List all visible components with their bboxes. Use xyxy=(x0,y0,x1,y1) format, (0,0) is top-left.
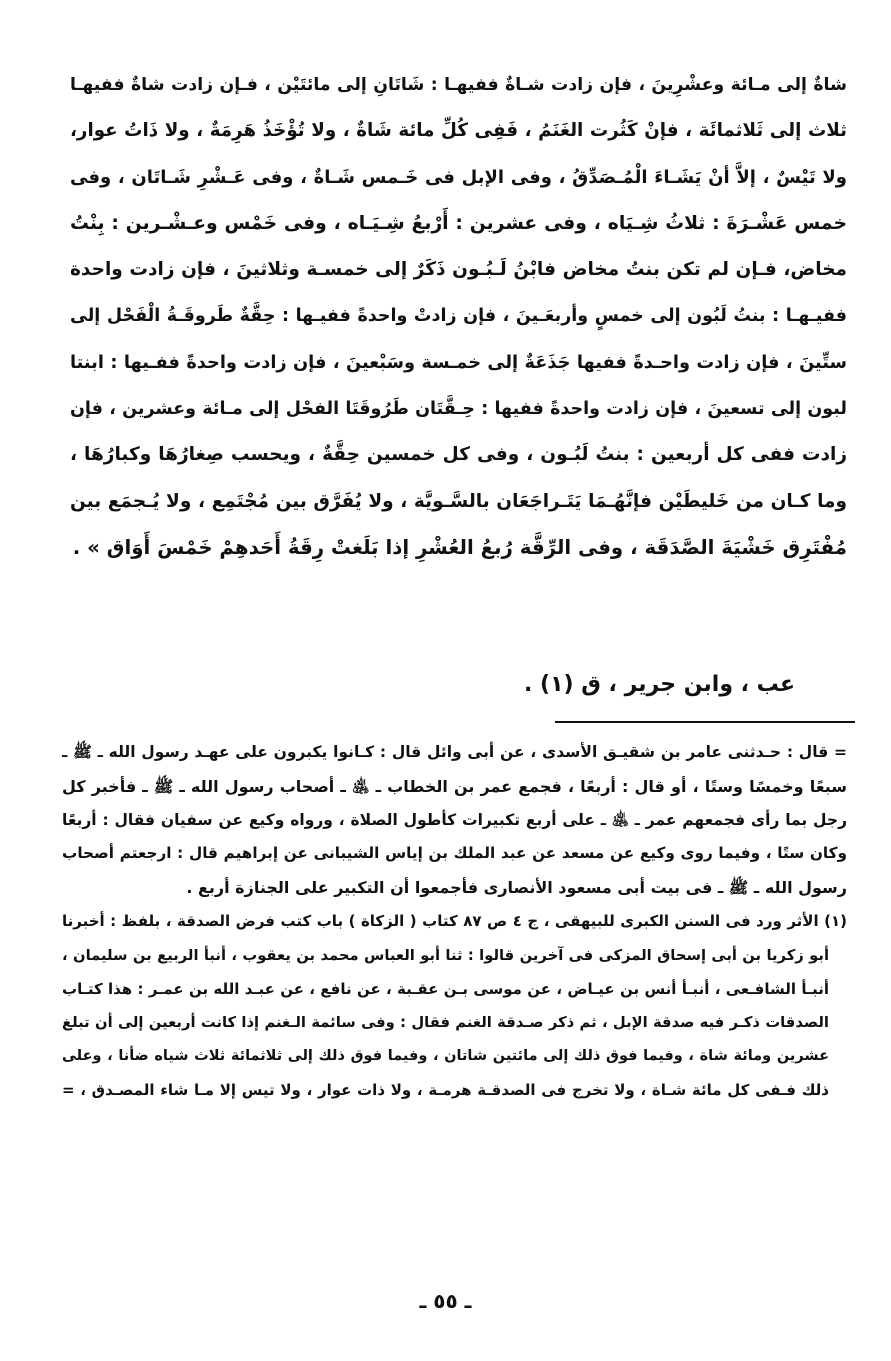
main-text-line: ولا تَيْسٌ ، إلاَّ أنْ يَشَـاءَ الْمُـصَدِّقُ ، وفى الإبل فى خَـمس شَـاةٌ ، وفى عَـشْرِ شَـاتَان ، وفى xyxy=(70,166,847,188)
main-text-line: زادت ففى كل أربعين : بنتُ لَبُـون ، وفى كل خمسين حِقَّةٌ ، ويحسب صِغارُهَا وكبارُهَا ، xyxy=(70,444,847,466)
footnote-continuation-line: = قال : حـدثنى عامر بن شقيـق الأسدى ، عن أبى وائل قال : كـانوا يكبرون على عهـد رسول الله ـ ﷺ ـ xyxy=(62,743,847,761)
main-text-block xyxy=(70,62,847,571)
footnote-1-line: ذلك فـفى كل مائة شـاة ، ولا تخرج فى الصدقـة هرمـة ، ولا ذات عوار ، ولا تيس إلا مـا شاء المصـدق ، = xyxy=(62,1080,829,1099)
footnotes-block xyxy=(62,736,847,1108)
source-attribution: عب ، وابن جرير ، ق (١) . xyxy=(524,672,795,697)
footnote-1-line: (١) الأثر ورد فى السنن الكبرى للبيهقى ، ج ٤ ص ٨٧ كتاب ( الزكاة ) باب كتب فرض الصدقة ، بلفظ : أخبرنا xyxy=(62,911,847,930)
main-text-line: وما كـان من خَليطَيْن فإنَّهُـمَا يَتَـراجَعَان بالسَّـويَّة ، ولا يُفَرَّق بين مُجْتَمِع ، ولا يُـجمَع بين xyxy=(70,490,847,512)
main-text-line: شاةٌ إلى مـائة وعشْرِينَ ، فإن زادت شـاةٌ ففيهـا : شَاتَانِ إلى مائتَيْن ، فـإن زادت شاةٌ ففيهـا xyxy=(70,75,847,95)
footnote-1-line: عشرين ومائة شاة ، وفيما فوق ذلك إلى مائتين شاتان ، وفيما فوق ذلك إلى ثلاثمائة ثلاث شياه ضأنا ، وعلى xyxy=(62,1048,829,1065)
footnote-1-line: أنبـأ الشافـعى ، أنبـأ أنس بن عيـاض ، عن موسى بـن عقـبة ، عن نافع ، عن عبـد الله بن عمـر : هذا كتـاب xyxy=(62,979,829,998)
footnote-1-line: الصدقات ذكـر فيه صدقة الإبل ، ثم ذكر صـدقة الغنم فقال : وفى سائمة الـغنم إذا كانت أربعين إلى أن تبلغ xyxy=(62,1014,829,1032)
main-text-line: ثلاث إلى ثَلاثمائَة ، فإنْ كَثُرت الغَنَمُ ، فَفِى كُلِّ مائة شَاةٌ ، ولا تُؤْخَذُ هَرِمَةٌ ، ولا ذَاتُ عوار، xyxy=(70,120,847,142)
footnote-continuation-line: رجل بما رأى فجمعهم عمر ـ ﵁ ـ على أربع تكبيرات كأطول الصلاة ، ورواه وكيع عن سفيان فقال : أربعًا xyxy=(62,810,847,829)
main-text-line: ستِّينَ ، فإن زادت واحـدةً ففيها جَذَعَةٌ إلى خمـسة وسَبْعينَ ، فإن زادت واحدةً ففـيها : ابنتا xyxy=(70,352,847,373)
main-text-line: ففيـهـا : بنتُ لَبُون إلى خمسٍ وأربعَـينَ ، فإن زادتْ واحدةً ففيـها : حِقَّةٌ طَروقَـةُ الْفَحْل إلى xyxy=(70,306,847,327)
page-number: ـ ٥٥ ـ xyxy=(419,1289,472,1313)
main-text-line: خمس عَشْـرَةَ : ثلاثُ شِـيَاه ، وفى عشرين : أَرْبعُ شِـيَـاه ، وفى خَمْس وعـشْـرين : بِنْتُ xyxy=(70,212,847,234)
main-text-line: مُفْتَرِق خَشْيَةَ الصَّدَقَة ، وفى الرِّقَّة رُبعُ العُشْرِ إذا بَلَغتْ رِقَةُ أَحَدهِمْ خَمْسَ أَوَاق » . xyxy=(72,535,847,559)
footnote-continuation-line: وكان ستًا ، وفيما روى وكيع عن مسعد عن عبد الملك بن إياس الشيبانى عن إبراهيم قال : ارجعتم أصحاب xyxy=(62,844,847,863)
footnote-continuation-line: سبعًا وخمسًا وستًا ، أو قال : أربعًا ، فجمع عمر بن الخطاب ـ ﵁ ـ أصحاب رسول الله ـ ﷺ ـ فأخبر كل xyxy=(62,776,847,796)
footnote-separator xyxy=(555,721,855,723)
footnote-1-line: أبو زكريا بن أبى إسحاق المزكى فى آخرين قالوا : ثنا أبو العباس محمد بن يعقوب ، أنبأ الربيع بن سليمان ، xyxy=(62,946,829,964)
footnote-continuation-line: رسول الله ـ ﷺ ـ فى بيت أبى مسعود الأنصارى فأجمعوا أن التكبير على الجنازة أربع . xyxy=(186,878,847,898)
main-text-line: لبون إلى تسعينَ ، فإن زادت واحدةً ففيها : حِـقَّتَان طَرُوقَتَا الفحْل إلى مـائة وعشرين ، فإن xyxy=(70,399,847,420)
main-text-line: مخاض، فـإن لم تكن بنتُ مخاض فابْنُ لَـبُـون ذَكَرٌ إلى خمسـة وثلاثينَ ، فإن زادت واحدة xyxy=(70,259,847,281)
